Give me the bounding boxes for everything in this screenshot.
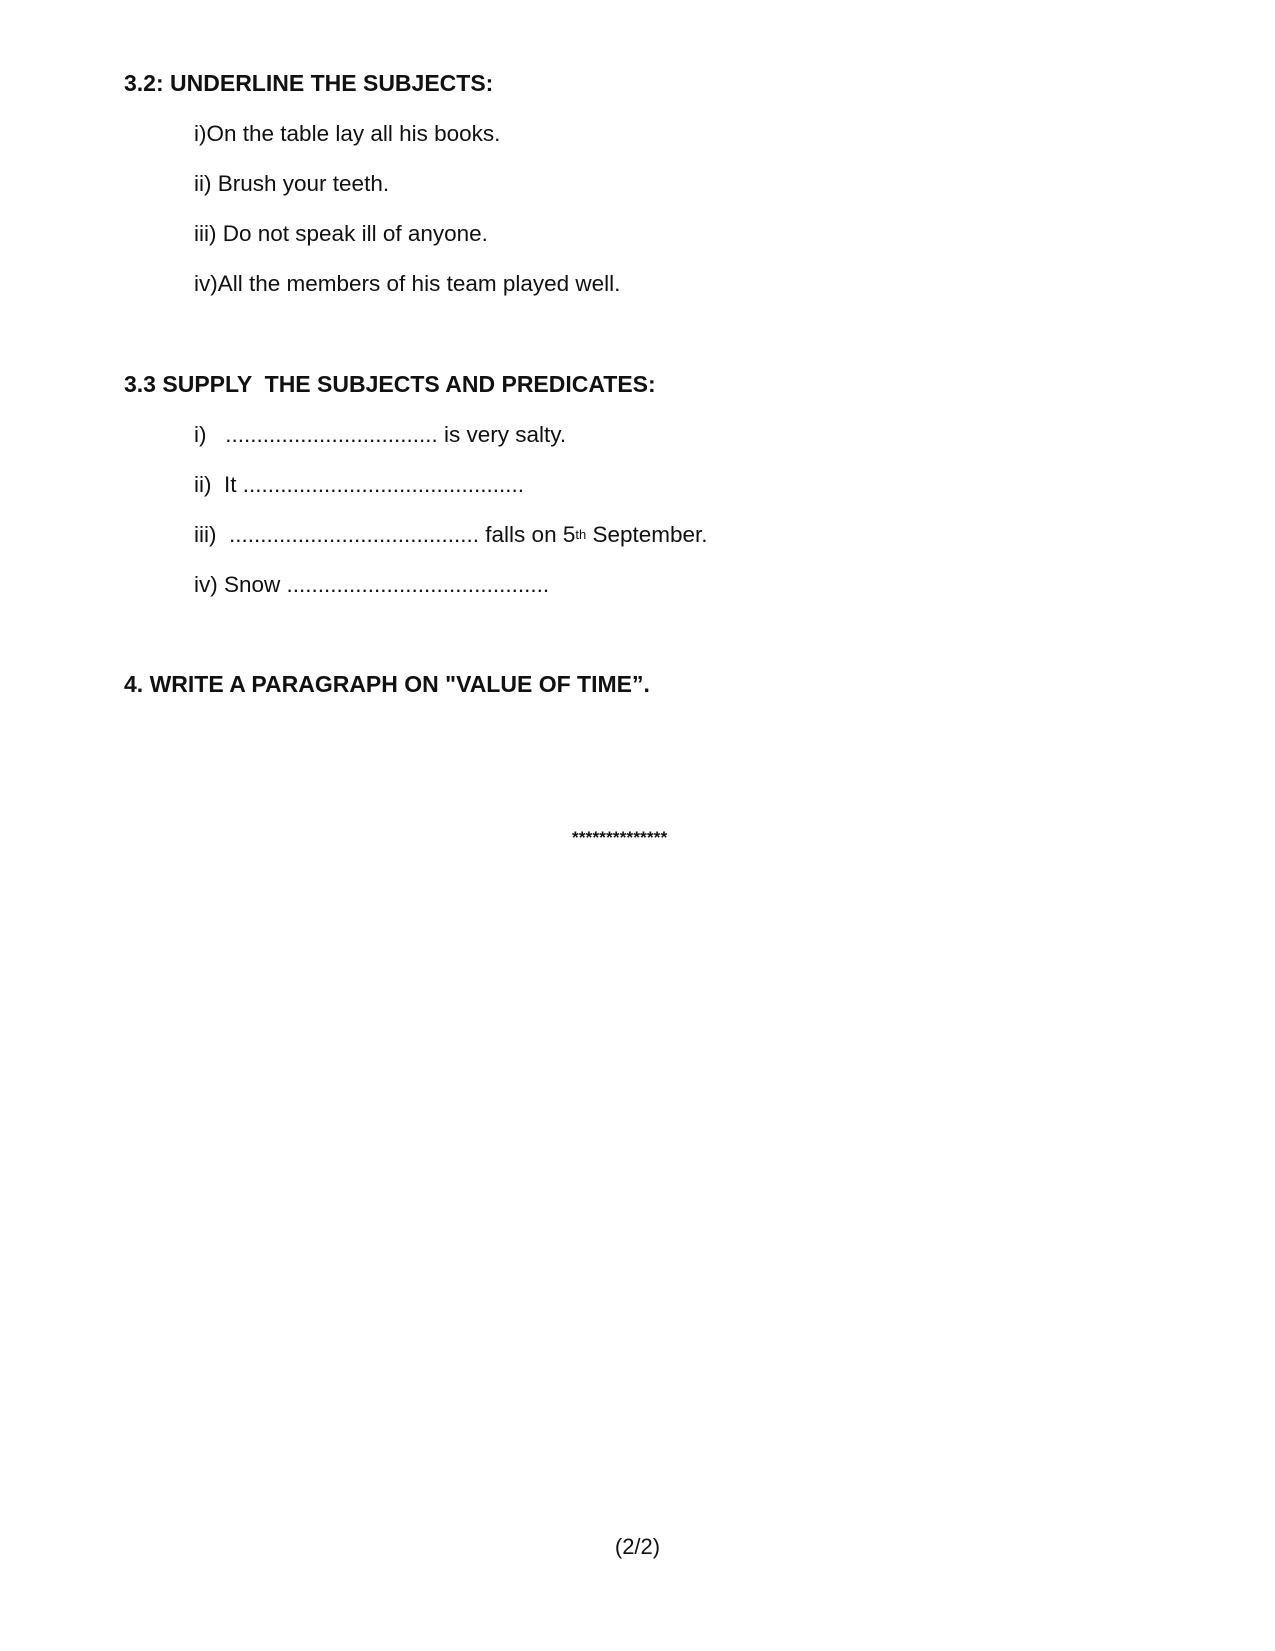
section-3-3-item-3-before: iii) ........................................ falls on 5	[194, 522, 576, 547]
page-number	[0, 1534, 1275, 1560]
section-3-2-item-2: ii) Brush your teeth.	[194, 171, 390, 196]
end-separator: **************	[572, 828, 668, 847]
section-3-3-item-4: iv) Snow ..........................................	[194, 572, 550, 597]
section-3-2-item-4: iv)All the members of his team played well.	[194, 271, 621, 296]
section-3-3-item-2: ii) It .............................................	[194, 472, 525, 497]
section-3-2-heading: 3.2: UNDERLINE THE SUBJECTS:	[124, 70, 494, 96]
section-4-heading: 4. WRITE A PARAGRAPH ON "VALUE OF TIME”.	[124, 671, 650, 697]
ordinal-suffix: th	[575, 527, 587, 542]
page-number-label: (2/2)	[614, 1534, 661, 1559]
section-3-3-heading: 3.3 SUPPLY THE SUBJECTS AND PREDICATES:	[124, 371, 656, 397]
section-3-3-item-3-after: September.	[586, 522, 708, 547]
section-3-3-item-3	[194, 521, 708, 552]
section-3-2-item-1: i)On the table lay all his books.	[194, 121, 501, 146]
section-3-2-item-3: iii) Do not speak ill of anyone.	[194, 221, 488, 246]
section-3-3-item-1: i) .................................. is very salty.	[194, 422, 567, 447]
